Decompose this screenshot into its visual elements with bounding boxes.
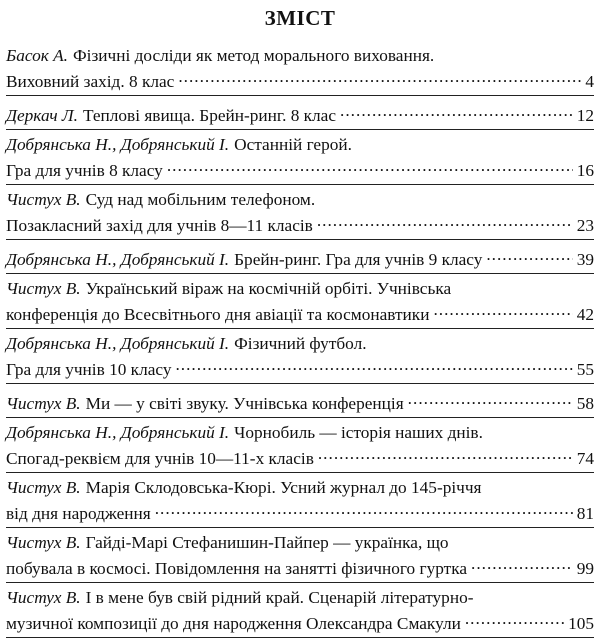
toc-author: Добрянська Н., Добрянський І. [6, 250, 230, 269]
toc-title-text: Гра для учнів 10 класу [6, 360, 172, 379]
toc-entry [6, 244, 594, 274]
toc-line [6, 477, 594, 498]
dot-leader [175, 354, 572, 375]
toc-page-number: 99 [576, 559, 594, 578]
toc-page-number: 81 [576, 504, 594, 523]
toc-line [6, 498, 594, 524]
toc-line [6, 553, 594, 579]
toc-author: Добрянська Н., Добрянський І. [6, 135, 230, 154]
toc-line [6, 354, 594, 380]
dot-leader [178, 66, 581, 87]
toc-page-number: 39 [576, 250, 594, 269]
toc-title-text: Позакласний захід для учнів 8—11 класів [6, 216, 313, 235]
toc-line [6, 608, 594, 634]
toc-line [6, 134, 594, 155]
toc-line [6, 422, 594, 443]
toc-title-text: Виховний захід. 8 клас [6, 72, 175, 91]
toc-title-text: конференція до Всесвітнього дня авіації та космонавтики [6, 305, 430, 324]
dot-leader [340, 100, 573, 121]
toc-page-number: 55 [576, 360, 594, 379]
toc-author: Чистух В. [6, 588, 81, 607]
toc-line [6, 388, 594, 414]
toc-author: Деркач Л. [6, 106, 78, 125]
toc-title-text: Гайді-Марі Стефанишин-Пайпер — українка, що [85, 533, 449, 552]
toc-title-text: Спогад-реквієм для учнів 10—11-х класів [6, 449, 314, 468]
toc-entry [6, 100, 594, 130]
toc-page-number: 74 [576, 449, 594, 468]
dot-leader [486, 244, 572, 265]
toc-title-text: Брейн-ринг. Гра для учнів 9 класу [234, 250, 483, 269]
toc-page-number: 23 [576, 216, 594, 235]
toc-title-text: Марія Склодовська-Кюрі. Усний журнал до 145-річчя [85, 478, 482, 497]
toc-title-text: Чорнобиль — історія наших днів. [234, 423, 483, 442]
dot-leader [433, 299, 572, 320]
toc-entry [6, 333, 594, 384]
toc-line [6, 210, 594, 236]
toc-entry [6, 45, 594, 96]
toc-page-number: 42 [576, 305, 594, 324]
toc-page-number: 16 [576, 161, 594, 180]
toc-author: Добрянська Н., Добрянський І. [6, 334, 230, 353]
toc-title-text: побувала в космосі. Повідомлення на занятті фізичного гуртка [6, 559, 467, 578]
toc-line [6, 587, 594, 608]
toc-title-text: Останній герой. [234, 135, 352, 154]
toc-author: Чистух В. [6, 394, 81, 413]
toc-title-text: Теплові явища. Брейн-ринг. 8 клас [82, 106, 337, 125]
toc-title-text: Суд над мобільним телефоном. [85, 190, 316, 209]
toc-title-text: Фізичний футбол. [234, 334, 367, 353]
toc-author: Добрянська Н., Добрянський І. [6, 423, 230, 442]
toc-line [6, 189, 594, 210]
toc-entry [6, 587, 594, 638]
toc-entry [6, 532, 594, 583]
toc-line [6, 278, 594, 299]
toc-line [6, 244, 594, 270]
dot-leader [318, 443, 573, 464]
toc-entry [6, 189, 594, 240]
toc-line [6, 443, 594, 469]
toc-page-number: 4 [585, 72, 594, 91]
toc-title-text: Фізичні досліди як метод морального виховання. [73, 46, 435, 65]
toc-author: Чистух В. [6, 190, 81, 209]
dot-leader [408, 388, 573, 409]
toc-page-number: 12 [576, 106, 594, 125]
toc-author: Чистух В. [6, 478, 81, 497]
toc-title-text: Гра для учнів 8 класу [6, 161, 163, 180]
toc-author: Басок А. [6, 46, 68, 65]
toc-entry [6, 477, 594, 528]
toc-entry [6, 388, 594, 418]
toc-title-text: від дня народження [6, 504, 151, 523]
table-of-contents [6, 45, 594, 642]
toc-author: Чистух В. [6, 279, 81, 298]
toc-page-number: 105 [568, 614, 594, 633]
dot-leader [155, 498, 573, 519]
toc-entry [6, 134, 594, 185]
toc-line [6, 532, 594, 553]
toc-entry [6, 422, 594, 473]
toc-entry [6, 278, 594, 329]
page-title: ЗМІСТ [264, 6, 336, 30]
toc-line [6, 155, 594, 181]
dot-leader [317, 210, 573, 231]
dot-leader [167, 155, 573, 176]
toc-line [6, 333, 594, 354]
toc-title-text: Український віраж на космічній орбіті. Учнівська [85, 279, 452, 298]
toc-line [6, 66, 594, 92]
toc-line [6, 45, 594, 66]
toc-title-text: І в мене був свій рідний край. Сценарій літературно- [85, 588, 474, 607]
dot-leader [471, 553, 573, 574]
toc-line [6, 299, 594, 325]
toc-line [6, 100, 594, 126]
toc-author: Чистух В. [6, 533, 81, 552]
toc-page-number: 58 [576, 394, 594, 413]
toc-title-text: музичної композиції до дня народження Олександра Смакули [6, 614, 461, 633]
toc-title-text: Ми — у світі звуку. Учнівська конференція [85, 394, 404, 413]
